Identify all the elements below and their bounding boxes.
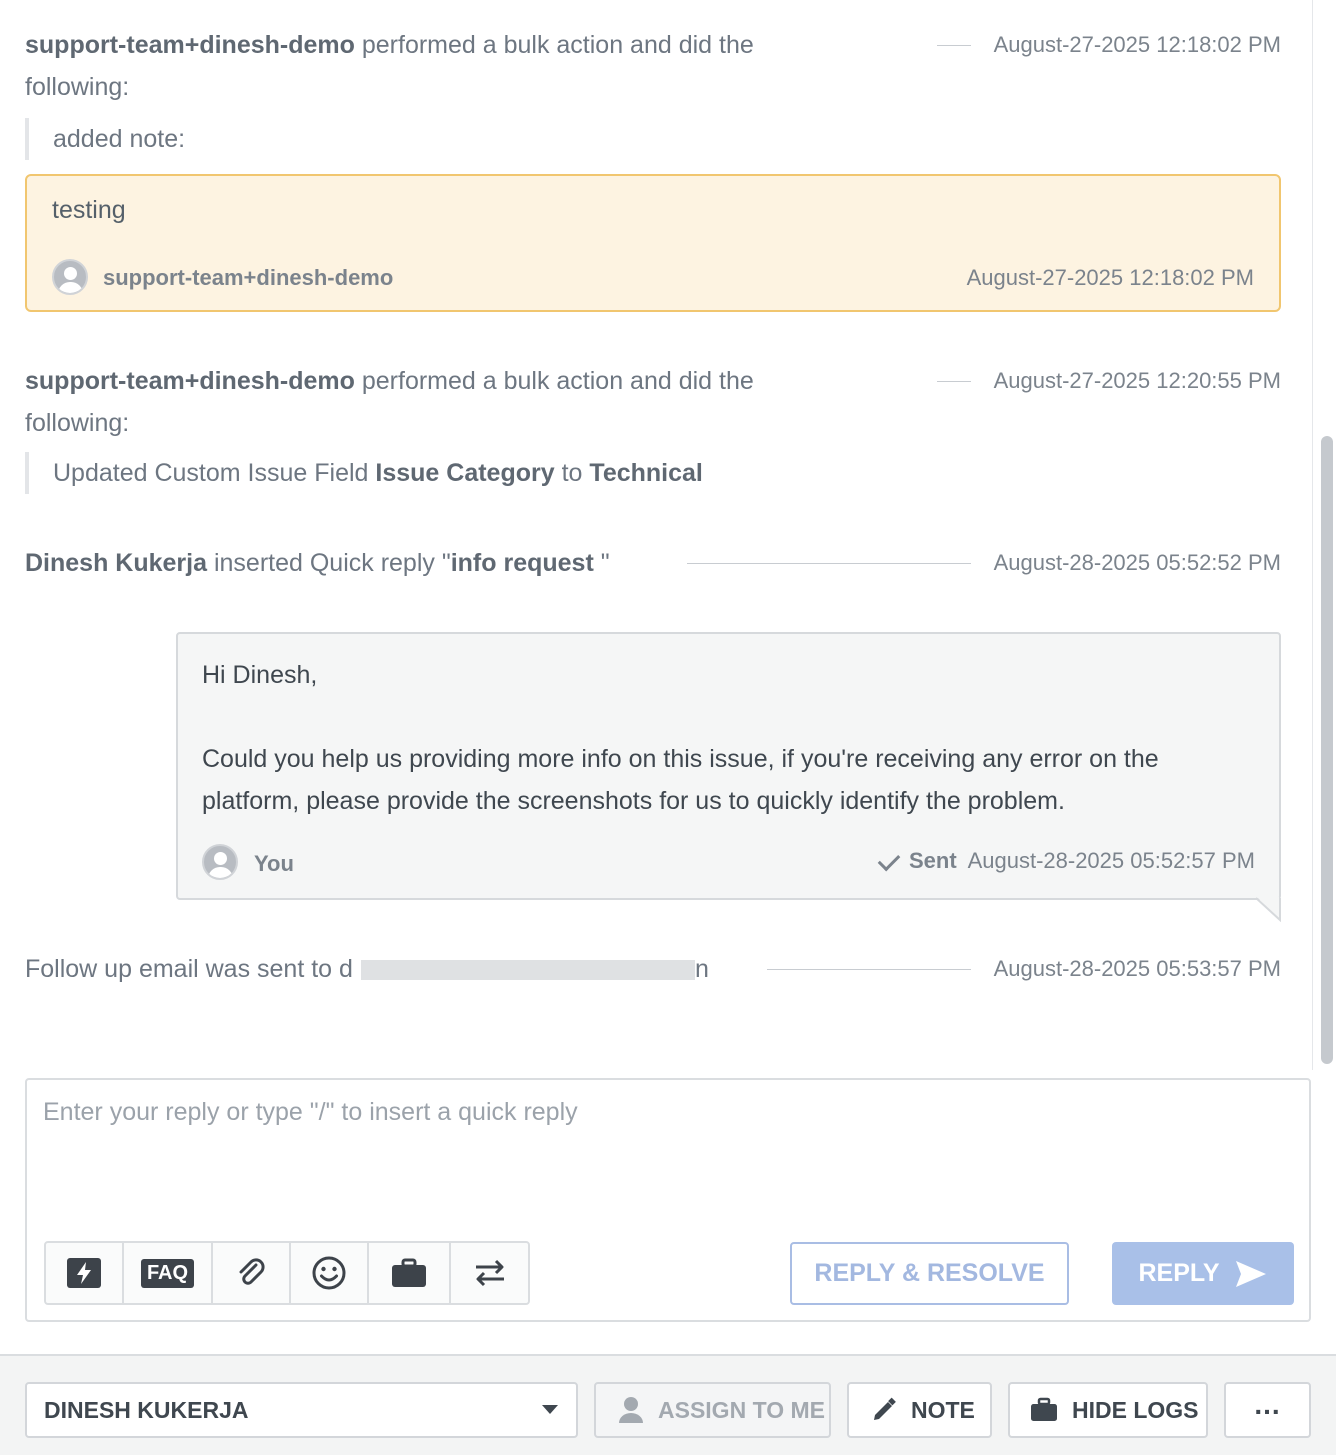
more-actions-button[interactable] [1224, 1382, 1311, 1438]
assignee-dropdown[interactable] [25, 1382, 578, 1438]
log-message [25, 542, 685, 584]
user-icon [618, 1396, 644, 1424]
internal-note-card [25, 174, 1281, 312]
quick-reply-button[interactable] [46, 1243, 124, 1303]
log-actor: support-team+dinesh-demo [25, 367, 355, 395]
log-timestamp: August-28-2025 05:52:52 PM [993, 550, 1281, 575]
log-message [25, 24, 815, 108]
log-detail: added note: [25, 118, 1281, 160]
avatar [52, 259, 88, 295]
reply-and-resolve-button[interactable]: REPLY & RESOLVE [790, 1242, 1069, 1305]
agent-reply-card [176, 632, 1281, 900]
log-divider [687, 563, 971, 564]
detail-prefix: Updated Custom Issue Field [53, 459, 369, 487]
log-timestamp: August-27-2025 12:20:55 PM [993, 368, 1281, 393]
reply-timestamp: August-28-2025 05:52:57 PM [967, 848, 1255, 873]
redacted-email [361, 960, 695, 980]
log-actor: Dinesh Kukerja [25, 549, 208, 577]
scrollbar-thumb[interactable] [1321, 436, 1333, 1064]
lightning-icon [66, 1257, 102, 1289]
smiley-icon [311, 1255, 347, 1291]
field-value: Technical [589, 459, 703, 487]
assign-to-me-label: ASSIGN TO ME [658, 1396, 825, 1423]
reply-message [202, 654, 1202, 822]
reply-input[interactable] [43, 1098, 1283, 1218]
note-timestamp: August-27-2025 12:18:02 PM [966, 265, 1254, 290]
reply-button[interactable] [1112, 1242, 1294, 1305]
note-author: support-team+dinesh-demo [103, 265, 394, 290]
reply-body: Could you help us providing more info on this issue, if you're receiving any error on the platform, please provide the screenshots for us to quickly identify the problem. [202, 745, 1159, 815]
hide-logs-button[interactable] [1008, 1382, 1208, 1438]
log-divider [767, 969, 971, 970]
activity-log-entry [25, 948, 1281, 990]
attach-button[interactable] [213, 1243, 291, 1303]
paperclip-icon [235, 1257, 267, 1289]
faq-button[interactable] [124, 1243, 213, 1303]
reply-composer [25, 1078, 1311, 1322]
hide-logs-label: HIDE LOGS [1072, 1396, 1199, 1423]
reply-author: You [254, 851, 294, 876]
quick-reply-name: info request [450, 549, 594, 577]
sent-status: Sent [908, 848, 957, 873]
log-action: inserted Quick reply " [213, 549, 451, 577]
recipient-lead: d [339, 955, 353, 983]
chevron-down-icon [542, 1405, 558, 1415]
log-action: Follow up email was sent to [25, 955, 333, 983]
transfer-arrows-icon [473, 1257, 507, 1289]
log-message [25, 948, 745, 990]
log-actor: support-team+dinesh-demo [25, 31, 355, 59]
check-icon [878, 849, 901, 872]
log-message [25, 360, 815, 444]
reply-tail [1256, 896, 1282, 922]
log-divider [937, 45, 971, 46]
detail-mid: to [561, 459, 583, 487]
delivery-status [883, 848, 1255, 874]
log-divider [937, 381, 971, 382]
log-action: performed a bulk action and did the following: [25, 367, 754, 437]
ticket-action-bar [0, 1354, 1336, 1455]
note-button[interactable] [847, 1382, 992, 1438]
field-name: Issue Category [375, 459, 555, 487]
log-timestamp: August-27-2025 12:18:02 PM [993, 32, 1281, 57]
activity-log-entry [25, 24, 1281, 160]
faq-icon: FAQ [141, 1259, 194, 1288]
note-body: testing [52, 196, 126, 224]
recipient-tail: n [694, 955, 709, 983]
log-detail [25, 452, 1281, 494]
log-closing: " [593, 549, 610, 577]
assign-to-me-button[interactable] [594, 1382, 831, 1438]
send-icon [1234, 1259, 1268, 1289]
reply-button-label: REPLY [1138, 1259, 1220, 1287]
log-timestamp: August-28-2025 05:53:57 PM [993, 956, 1281, 981]
avatar [202, 844, 238, 880]
transfer-button[interactable] [451, 1243, 528, 1303]
composer-toolbar [44, 1241, 530, 1305]
pencil-icon [871, 1397, 897, 1423]
activity-log-entry [25, 542, 1281, 584]
briefcase-icon [1030, 1397, 1058, 1423]
canned-response-button[interactable] [369, 1243, 451, 1303]
emoji-button[interactable] [291, 1243, 369, 1303]
activity-log-entry [25, 360, 1281, 494]
note-label: NOTE [911, 1396, 975, 1423]
log-action: performed a bulk action and did the following: [25, 31, 754, 101]
reply-greeting: Hi Dinesh, [202, 661, 318, 689]
briefcase-icon [390, 1257, 428, 1289]
assignee-value: DINESH KUKERJA [44, 1396, 249, 1423]
feed-scrollbar[interactable] [1312, 0, 1336, 1070]
more-icon: ... [1254, 1389, 1281, 1420]
